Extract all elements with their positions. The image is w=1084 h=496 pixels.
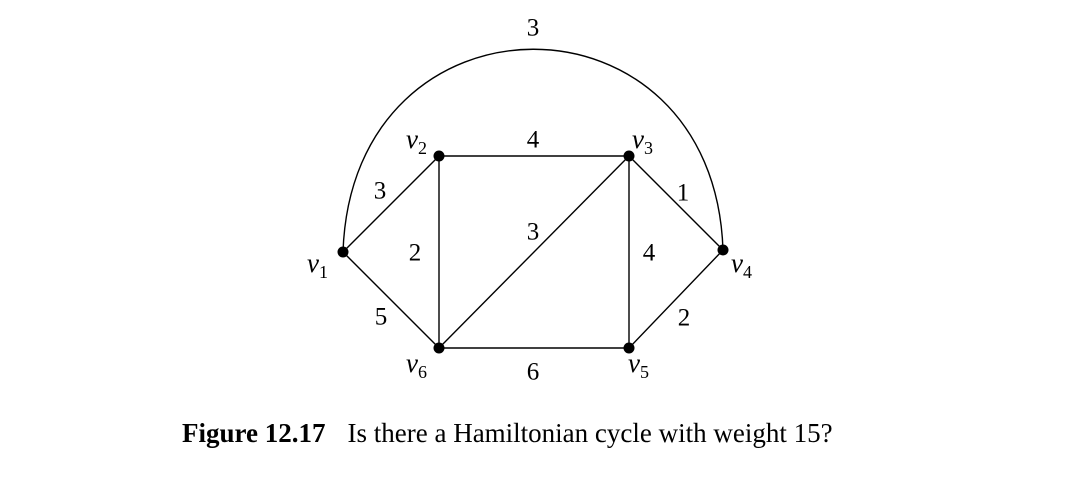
vertex-label-subscript: 3 — [643, 138, 653, 158]
vertex-label-v3 — [632, 124, 653, 158]
vertex-v1 — [338, 247, 349, 258]
edge-weight-v4-v5: 2 — [677, 304, 691, 332]
edge-weight-v3-v4: 1 — [676, 179, 690, 207]
vertex-label-base: v — [731, 248, 743, 278]
vertex-label-v5 — [628, 348, 649, 382]
vertex-label-v1 — [307, 248, 328, 282]
vertex-label-subscript: 2 — [417, 138, 427, 158]
vertex-label-base: v — [632, 124, 644, 154]
vertex-label-v2 — [406, 124, 427, 158]
edge-v1-v2 — [343, 156, 439, 252]
vertex-label-base: v — [406, 124, 418, 154]
figure-label: Figure 12.17 — [182, 418, 326, 448]
edge-weight-v6-v3: 3 — [526, 218, 540, 246]
vertex-label-v6 — [406, 348, 427, 382]
edge-weight-v1-v4: 3 — [526, 14, 540, 42]
vertex-label-subscript: 5 — [639, 362, 649, 382]
vertex-v6 — [434, 343, 445, 354]
edge-weight-v6-v5: 6 — [526, 358, 540, 386]
vertex-v4 — [718, 245, 729, 256]
vertex-label-base: v — [307, 248, 319, 278]
vertex-v2 — [434, 151, 445, 162]
edge-weight-v3-v5: 4 — [642, 239, 656, 267]
caption-text: Is there a Hamiltonian cycle with weight 15? — [347, 418, 833, 448]
figure-caption — [182, 418, 833, 449]
edge-weight-v1-v2: 3 — [373, 177, 387, 205]
vertex-label-subscript: 1 — [318, 262, 328, 282]
edge-v6-v3 — [439, 156, 629, 348]
vertex-label-v4 — [731, 248, 752, 282]
edge-weight-v1-v6: 5 — [374, 303, 388, 331]
edge-v1-v6 — [343, 252, 439, 348]
vertex-label-subscript: 4 — [742, 262, 752, 282]
edge-weight-v2-v3: 4 — [526, 126, 540, 154]
vertex-label-base: v — [406, 348, 418, 378]
vertex-label-subscript: 6 — [417, 362, 427, 382]
edge-weight-v2-v6: 2 — [408, 239, 422, 267]
vertex-label-base: v — [628, 348, 640, 378]
